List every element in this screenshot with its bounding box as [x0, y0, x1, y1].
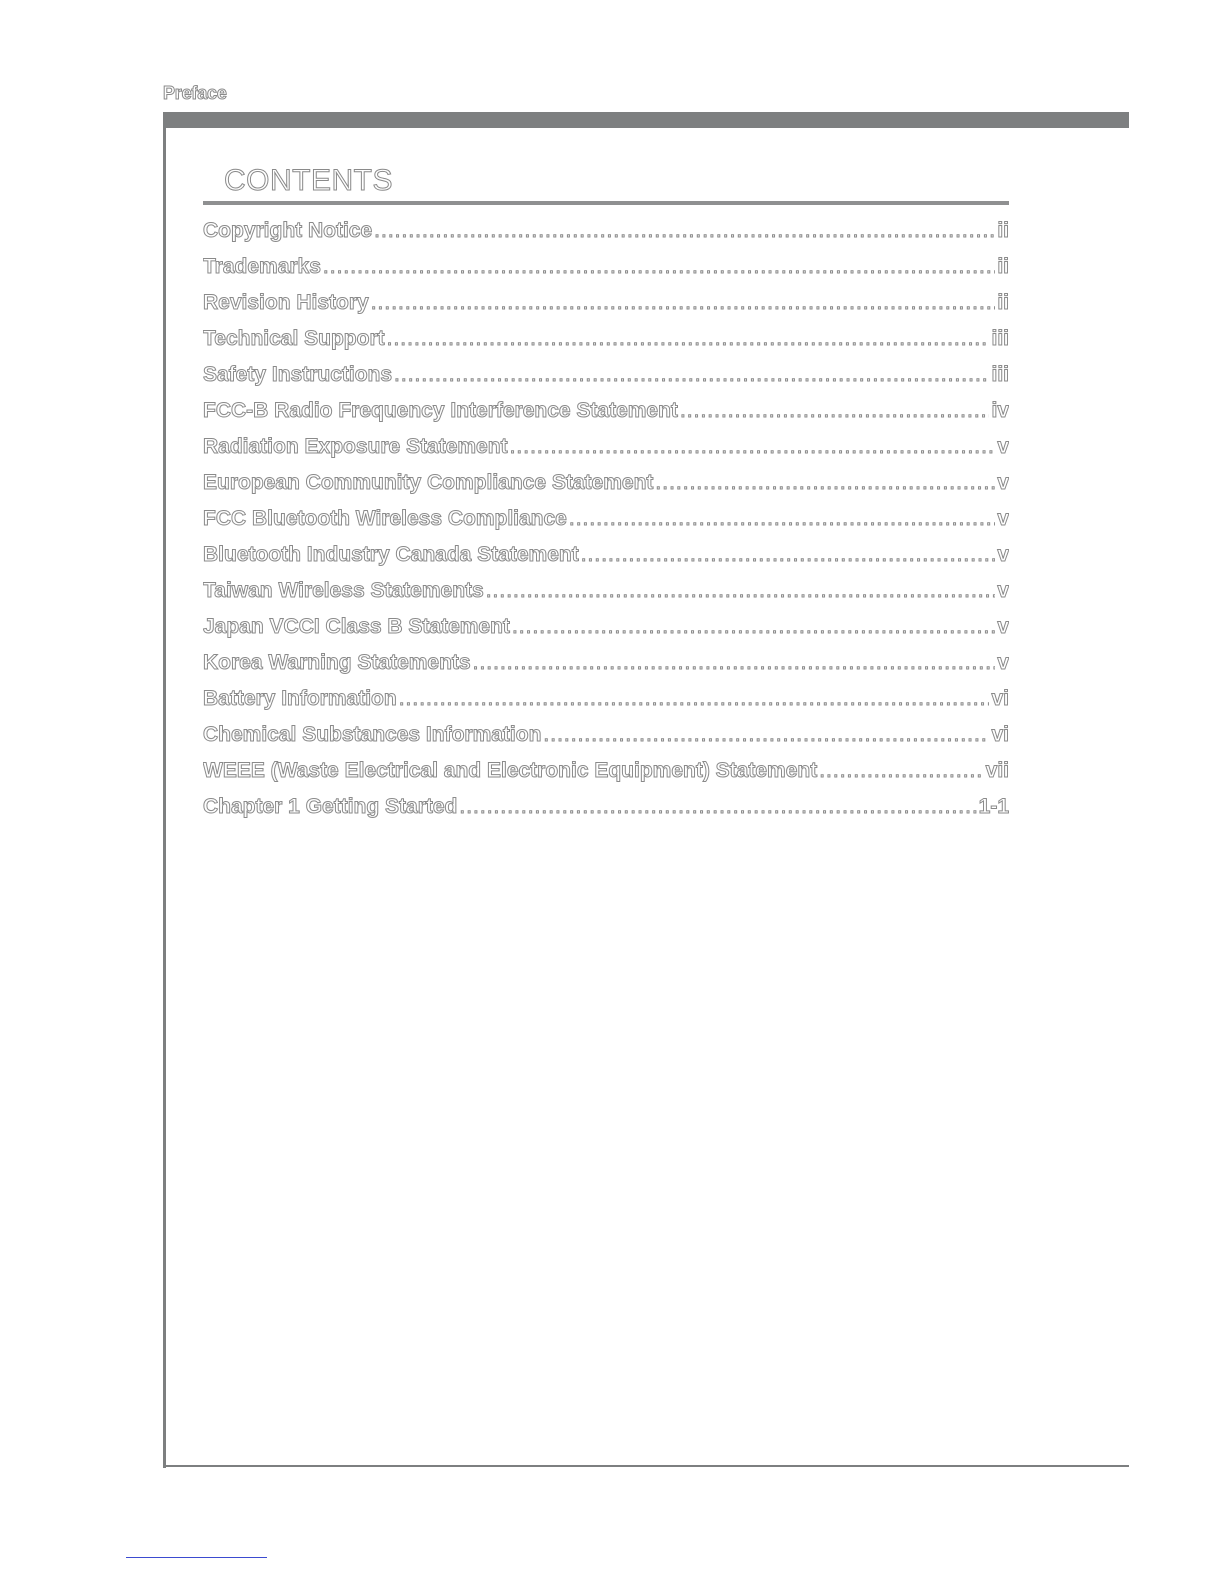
- toc-dot-leader: [581, 543, 996, 567]
- toc-dot-leader: [394, 363, 989, 387]
- toc-entry-page: ii: [997, 291, 1009, 314]
- toc-entry[interactable]: [203, 399, 1009, 435]
- toc-entry-title: Radiation Exposure Statement: [203, 435, 508, 458]
- toc-entry-page: v: [997, 651, 1009, 674]
- toc-entry-page: vi: [991, 723, 1009, 746]
- toc-entry-title: Revision History: [203, 291, 369, 314]
- toc-entry-page: ii: [997, 219, 1009, 242]
- toc-entry[interactable]: [203, 651, 1009, 687]
- toc-entry-title: Taiwan Wireless Statements: [203, 579, 484, 602]
- toc-dot-leader: [374, 219, 995, 243]
- toc-entry-page: iv: [991, 399, 1009, 422]
- toc-entry[interactable]: [203, 471, 1009, 507]
- toc-entry-title: FCC Bluetooth Wireless Compliance: [203, 507, 567, 530]
- toc-entry-page: v: [997, 471, 1009, 494]
- toc-entry-page: iii: [991, 363, 1009, 386]
- toc-entry-title: Japan VCCI Class B Statement: [203, 615, 510, 638]
- toc-dot-leader: [512, 615, 995, 639]
- section-label: Preface: [163, 83, 227, 103]
- toc-entry-page: v: [997, 615, 1009, 638]
- toc-dot-leader: [399, 687, 990, 711]
- left-rule: [163, 112, 166, 1468]
- toc-dot-leader: [473, 651, 996, 675]
- toc-entry-title: Chapter 1 Getting Started: [203, 795, 458, 818]
- toc-entry-page: v: [997, 507, 1009, 530]
- toc-entry[interactable]: [203, 327, 1009, 363]
- contents-title: CONTENTS: [224, 164, 393, 197]
- toc-dot-leader: [819, 759, 983, 783]
- bottom-rule: [163, 1465, 1129, 1467]
- toc-entry-title: European Community Compliance Statement: [203, 471, 654, 494]
- toc-entry-title: WEEE (Waste Electrical and Electronic Equipment) Statement: [203, 759, 818, 782]
- top-bar: [163, 112, 1129, 128]
- toc-entry-page: 1-1: [978, 795, 1009, 818]
- toc-dot-leader: [486, 579, 996, 603]
- toc-dot-leader: [459, 795, 976, 819]
- toc-entry-page: v: [997, 435, 1009, 458]
- toc-dot-leader: [387, 327, 990, 351]
- toc-entry-page: vi: [991, 687, 1009, 710]
- toc-dot-leader: [655, 471, 995, 495]
- toc-entry-title: Chemical Substances Information: [203, 723, 542, 746]
- title-underline: [203, 201, 1009, 205]
- toc-entry-title: Korea Warning Statements: [203, 651, 471, 674]
- toc-entry-title: Battery Information: [203, 687, 397, 710]
- toc-entry[interactable]: [203, 579, 1009, 615]
- toc-dot-leader: [510, 435, 996, 459]
- toc-dot-leader: [569, 507, 995, 531]
- toc-entry-page: v: [997, 579, 1009, 602]
- toc-entry[interactable]: [203, 687, 1009, 723]
- toc-entry[interactable]: [203, 615, 1009, 651]
- toc-entry-title: Copyright Notice: [203, 219, 373, 242]
- toc-entry-title: Bluetooth Industry Canada Statement: [203, 543, 579, 566]
- toc-entry-title: FCC-B Radio Frequency Interference Statement: [203, 399, 678, 422]
- toc-dot-leader: [680, 399, 990, 423]
- footer-link-underline[interactable]: [126, 1557, 267, 1558]
- toc-entry-page: vii: [985, 759, 1009, 782]
- toc-entry[interactable]: [203, 543, 1009, 579]
- toc-dot-leader: [323, 255, 995, 279]
- toc-entry-page: iii: [991, 327, 1009, 350]
- toc-entry-title: Trademarks: [203, 255, 321, 278]
- toc-entry[interactable]: [203, 723, 1009, 759]
- toc-dot-leader: [543, 723, 989, 747]
- toc-entry-title: Safety Instructions: [203, 363, 393, 386]
- toc-list: [203, 219, 1009, 831]
- toc-entry-page: v: [997, 543, 1009, 566]
- toc-entry[interactable]: [203, 291, 1009, 327]
- toc-entry[interactable]: [203, 759, 1009, 795]
- toc-dot-leader: [371, 291, 996, 315]
- toc-entry-page: ii: [997, 255, 1009, 278]
- toc-entry[interactable]: [203, 363, 1009, 399]
- toc-entry[interactable]: [203, 255, 1009, 291]
- toc-entry[interactable]: [203, 435, 1009, 471]
- toc-entry-title: Technical Support: [203, 327, 385, 350]
- toc-entry[interactable]: [203, 507, 1009, 543]
- toc-entry[interactable]: [203, 795, 1009, 831]
- toc-entry[interactable]: [203, 219, 1009, 255]
